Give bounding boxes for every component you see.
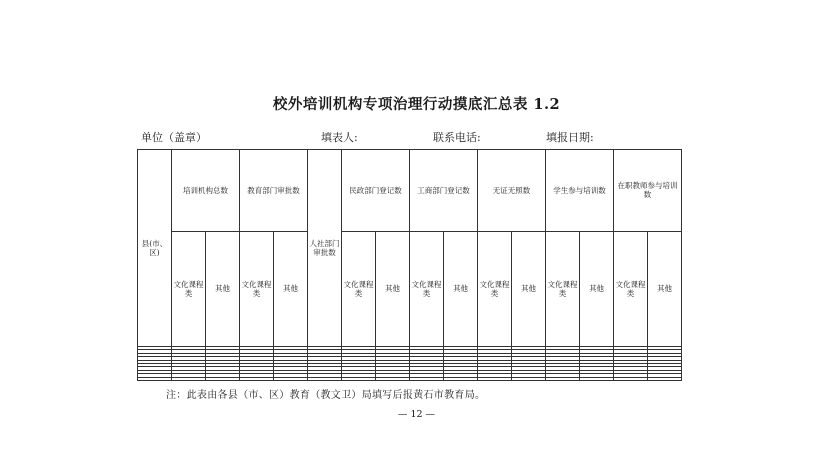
unit-label: 单位（盖章）: [141, 131, 207, 144]
table-cell[interactable]: [512, 377, 546, 380]
sub-header-culture: 文化课程类: [240, 231, 274, 347]
table-body: [138, 347, 682, 381]
header-row-groups: [138, 150, 682, 232]
table-cell[interactable]: [172, 377, 206, 380]
sub-header-culture: 文化课程类: [342, 231, 376, 347]
sub-header-other: 其他: [206, 231, 240, 347]
header-row-subcolumns: [138, 231, 682, 347]
table-cell[interactable]: [444, 377, 478, 380]
sub-header-other: 其他: [444, 231, 478, 347]
group-header-student-participation: 学生参与培训数: [546, 150, 614, 232]
phone-label: 联系电话:: [433, 131, 481, 144]
table-cell[interactable]: [614, 377, 648, 380]
sub-header-other: 其他: [512, 231, 546, 347]
table-cell[interactable]: [376, 377, 410, 380]
footnote: 注：此表由各县（市、区）教育（教文卫）局填写后报黄石市教育局。: [166, 390, 486, 401]
group-header-education-approved: 教育部门审批数: [240, 150, 308, 232]
table-cell[interactable]: [648, 377, 682, 380]
sub-header-culture: 文化课程类: [478, 231, 512, 347]
table-cell[interactable]: [138, 377, 172, 380]
group-header-commerce-registered: 工商部门登记数: [410, 150, 478, 232]
group-header-unlicensed: 无证无照数: [478, 150, 546, 232]
filler-label: 填表人:: [321, 131, 358, 144]
table-cell[interactable]: [342, 377, 376, 380]
sub-header-other: 其他: [274, 231, 308, 347]
page-number: — 12 —: [397, 409, 436, 420]
table-row: [138, 377, 682, 380]
date-label: 填报日期:: [546, 131, 594, 144]
document-title: 校外培训机构专项治理行动摸底汇总表 1.2: [272, 96, 561, 113]
group-header-teacher-participation: 在职教师参与培训数: [614, 150, 682, 232]
table-cell[interactable]: [478, 377, 512, 380]
summary-table: [137, 149, 682, 381]
sub-header-culture: 文化课程类: [614, 231, 648, 347]
group-header-hr-approved: 人社部门审批数: [308, 150, 342, 347]
sub-header-other: 其他: [580, 231, 614, 347]
table-cell[interactable]: [308, 377, 342, 380]
sub-header-other: 其他: [376, 231, 410, 347]
table-cell[interactable]: [206, 377, 240, 380]
group-header-total-institutions: 培训机构总数: [172, 150, 240, 232]
sub-header-culture: 文化课程类: [546, 231, 580, 347]
sub-header-culture: 文化课程类: [172, 231, 206, 347]
sub-header-other: 其他: [648, 231, 682, 347]
region-header: 县(市、区): [138, 150, 172, 347]
group-header-civil-registered: 民政部门登记数: [342, 150, 410, 232]
table-cell[interactable]: [546, 377, 580, 380]
table-cell[interactable]: [580, 377, 614, 380]
table-cell[interactable]: [410, 377, 444, 380]
sub-header-culture: 文化课程类: [410, 231, 444, 347]
table-cell[interactable]: [274, 377, 308, 380]
table-cell[interactable]: [240, 377, 274, 380]
